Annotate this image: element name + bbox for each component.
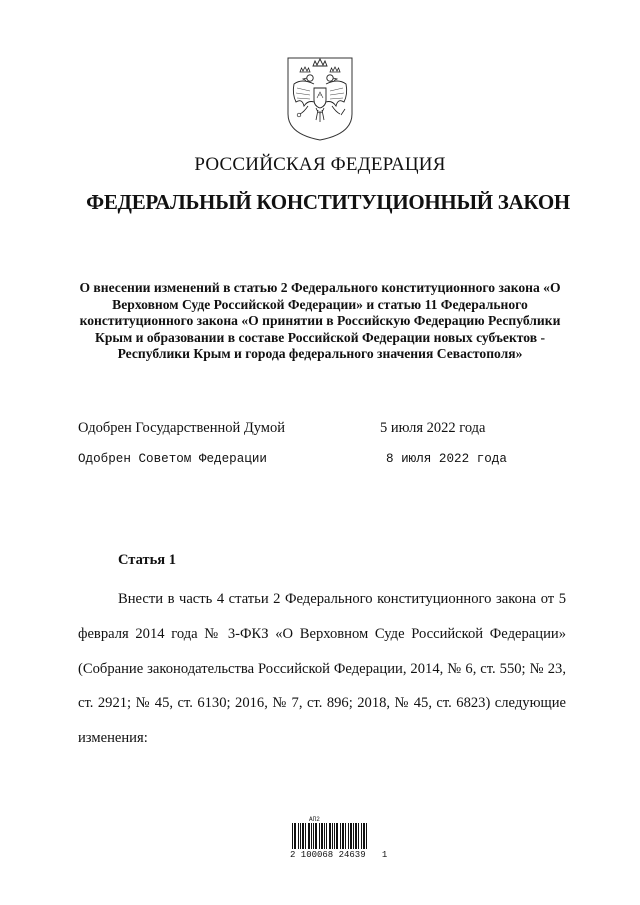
country-heading: РОССИЙСКАЯ ФЕДЕРАЦИЯ [194, 154, 446, 175]
barcode-top-text: АП2 [309, 816, 320, 823]
barcode-number: 2 100068 24639 1 [290, 850, 388, 860]
law-title: О внесении изменений в статью 2 Федерального конституционного закона «О Верховном Суде Российской Федерации» и статью 11 Федерального конституционного закона «О принятии в Российскую Федерацию Республики Крым и образовании в составе Российской Федерации новых субъектов - Республики Крым и города федерального значения Севастополя» [79, 280, 561, 362]
law-type-heading: ФЕДЕРАЛЬНЫЙ КОНСТИТУЦИОННЫЙ ЗАКОН [86, 190, 570, 214]
approval-body: Одобрен Государственной Думой [78, 420, 285, 436]
article-body-text: Внести в часть 4 статьи 2 Федерального конституционного закона от 5 февраля 2014 года № 3-ФКЗ «О Верховном Суде Российской Федерации» (Собрание законодательства Российской Федерации, 2014, № 6, ст. 550; № 23, ст. 2921; № 45, ст. 6130; 2016, № 7, ст. 896; 2018, № 45, ст. 6823) следующие изменения: [78, 591, 566, 747]
approval-date: 8 июля 2022 года [386, 452, 507, 466]
approval-row-federation-council [78, 452, 558, 472]
coat-of-arms-emblem [280, 54, 360, 142]
approval-date: 5 июля 2022 года [380, 420, 486, 436]
approval-row-duma [78, 420, 558, 440]
article-heading: Статья 1 [118, 552, 176, 568]
approval-body: Одобрен Советом Федерации [78, 452, 267, 466]
